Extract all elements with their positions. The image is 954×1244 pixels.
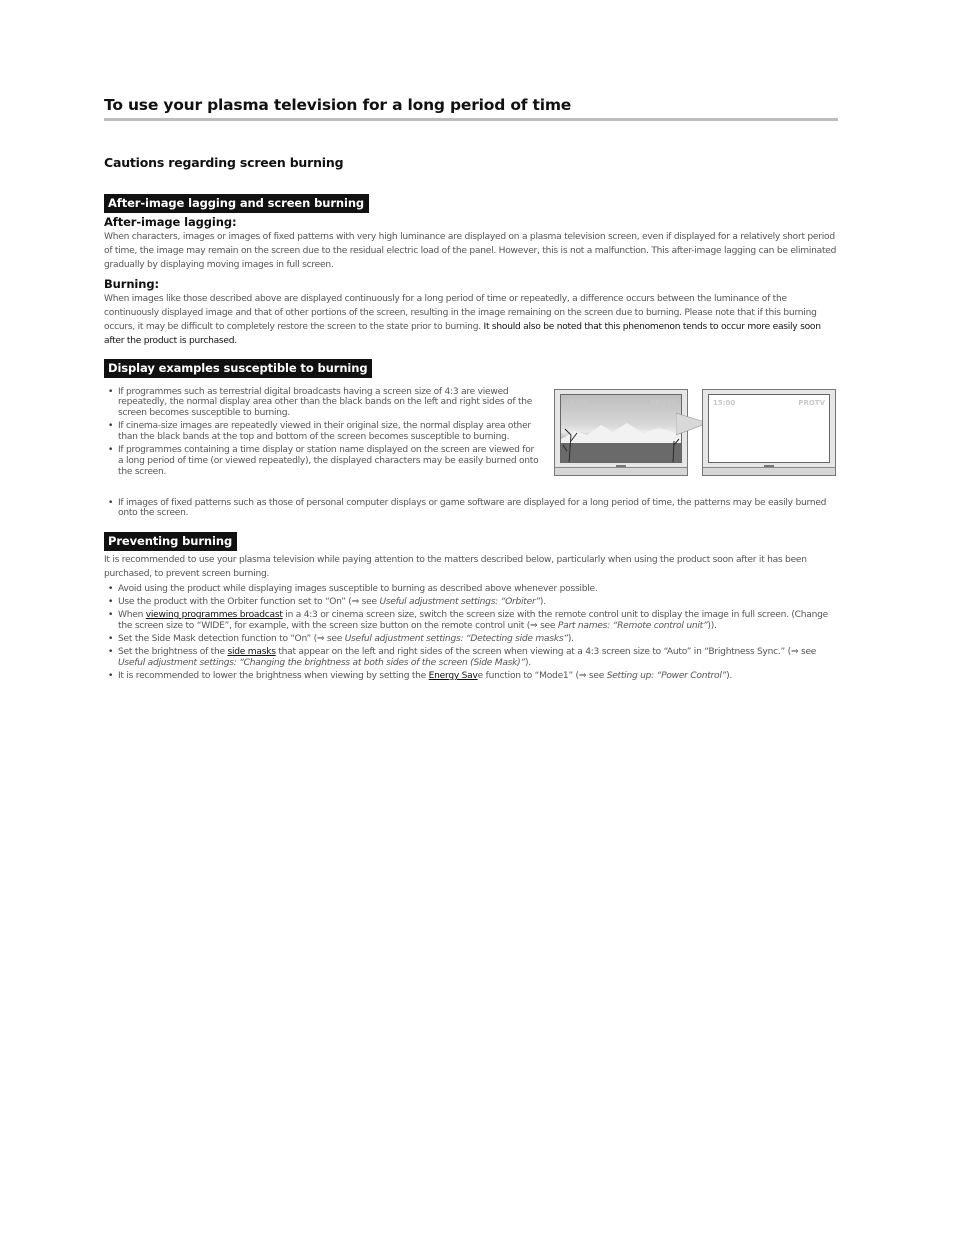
viewing-programmes-link[interactable]: viewing programmes broadcast [145, 610, 283, 621]
lagging-heading: After-image lagging: [104, 215, 237, 229]
tv-time-burned: 15:00 [713, 398, 736, 407]
burning-paragraph [104, 293, 838, 348]
page-content [104, 96, 838, 684]
preventing-section [104, 530, 838, 682]
burning-heading: Burning: [104, 277, 159, 292]
list-item: • If programmes containing a time display or station name displayed on the screen are viewed for a long period of time (or viewed repeatedly), the displayed characters may be easily burned onto the screen. [104, 445, 540, 477]
section-label-after-image: After-image lagging and screen burning [104, 194, 369, 213]
tv-illustration-burned [702, 389, 836, 476]
cross-reference: Part names: “Remote control unit” [557, 620, 708, 631]
cross-reference: Useful adjustment settings: “Orbiter” [379, 596, 540, 607]
list-item [104, 597, 838, 608]
page-subtitle: Cautions regarding screen burning [104, 155, 344, 170]
after-image-section [104, 192, 838, 349]
list-item: • Avoid using the product while displaying images susceptible to burning as described above whenever possible. [104, 584, 838, 595]
cross-reference: Useful adjustment settings: “Detecting side masks” [344, 634, 568, 645]
tv-stand [555, 467, 687, 475]
list-item [104, 610, 838, 632]
examples-list-extra [104, 498, 838, 520]
tv-stand [703, 467, 835, 475]
item-text: )). [707, 620, 717, 631]
item-text: ). [524, 658, 531, 669]
tv-screen-blank [708, 394, 830, 463]
page-title: To use your plasma television for a long period of time [104, 96, 572, 114]
item-text: When [118, 610, 146, 621]
tv-time-display: 15:00 [565, 398, 588, 407]
item-text: ). [726, 671, 733, 682]
item-text: ). [567, 634, 574, 645]
item-text: Set the Side Mask detection function to “On” (⇒ see [118, 634, 345, 645]
preventing-list [104, 584, 838, 682]
lagging-text: When characters, images or images of fixed patterns with very high luminance are displayed on a plasma television screen, even if displayed for a relatively short period of time, the image may remain on the screen due to the residual electric load of the panel. However, this is not a malfunction. This after-image lagging can be eliminated gradually by displaying moving images in full screen. [104, 232, 837, 270]
energy-save-link[interactable]: Energy Sav [428, 671, 478, 682]
item-text: ). [539, 596, 546, 607]
burning-text: When images like those described above are displayed continuously for a long period of time or repeatedly, a difference occurs between the luminance of the continuously displayed image and that of other portions of the screen, resulting in the image remaining on the screen due to burning. Please note that if this burning occurs, it may be difficult to completely restore the screen to the state prior to burning. [104, 294, 817, 332]
cross-reference: Useful adjustment settings: “Changing the brightness at both sides of the screen (Side Mask)” [118, 658, 525, 669]
cross-reference: Setting up: “Power Control” [606, 671, 727, 682]
examples-list [104, 387, 540, 478]
item-text: Set the brightness of the [118, 647, 228, 658]
item-text: that appear on the left and right sides of the screen when viewing at a 4:3 screen size to “Auto” in “Brightness Sync.” (⇒ see [275, 647, 817, 658]
list-item: • If cinema-size images are repeatedly viewed in their original size, the normal display area other than the black bands at the top and bottom of the screen becomes susceptible to burning. [104, 421, 540, 443]
list-item [104, 634, 838, 645]
tv-station-name: PROTV [650, 398, 677, 407]
section-label-examples: Display examples susceptible to burning [104, 359, 372, 378]
examples-body [104, 387, 838, 503]
item-text: e function to “Mode1” (⇒ see [477, 671, 607, 682]
tv-illustration-normal [554, 389, 688, 476]
list-item [104, 647, 838, 669]
item-text: Use the product with the Orbiter function set to “On” (⇒ see [118, 596, 380, 607]
tv-screen-landscape [560, 394, 682, 463]
item-text: in a 4:3 or cinema screen size, switch the screen size with the remote control unit to display the image in full screen. (Change the screen size to “WIDE”, for example, with the screen size button on the remote control unit (⇒ see [118, 610, 829, 631]
title-rule [104, 118, 838, 121]
examples-section [104, 357, 838, 520]
section-label-preventing: Preventing burning [104, 532, 237, 551]
preventing-intro: It is recommended to use your plasma television while paying attention to the matters described below, particularly when using the product soon after it has been purchased, to prevent screen burning. [104, 555, 807, 579]
burning-note: It should also be noted that this phenomenon tends to occur more easily soon after the product is purchased. [104, 321, 821, 346]
list-item: • If images of fixed patterns such as those of personal computer displays or game software are displayed for a long period of time, the patterns may be easily burned onto the screen. [104, 498, 838, 520]
list-item [104, 671, 838, 682]
list-item: • If programmes such as terrestrial digital broadcasts having a screen size of 4:3 are viewed repeatedly, the normal display area other than the black bands on the left and right sides of the screen becomes susceptible to burning. [104, 387, 540, 419]
tv-station-burned: PROTV [798, 398, 825, 407]
item-text: It is recommended to lower the brightness when viewing by setting the [118, 671, 429, 682]
side-masks-link[interactable]: side masks [227, 647, 276, 658]
